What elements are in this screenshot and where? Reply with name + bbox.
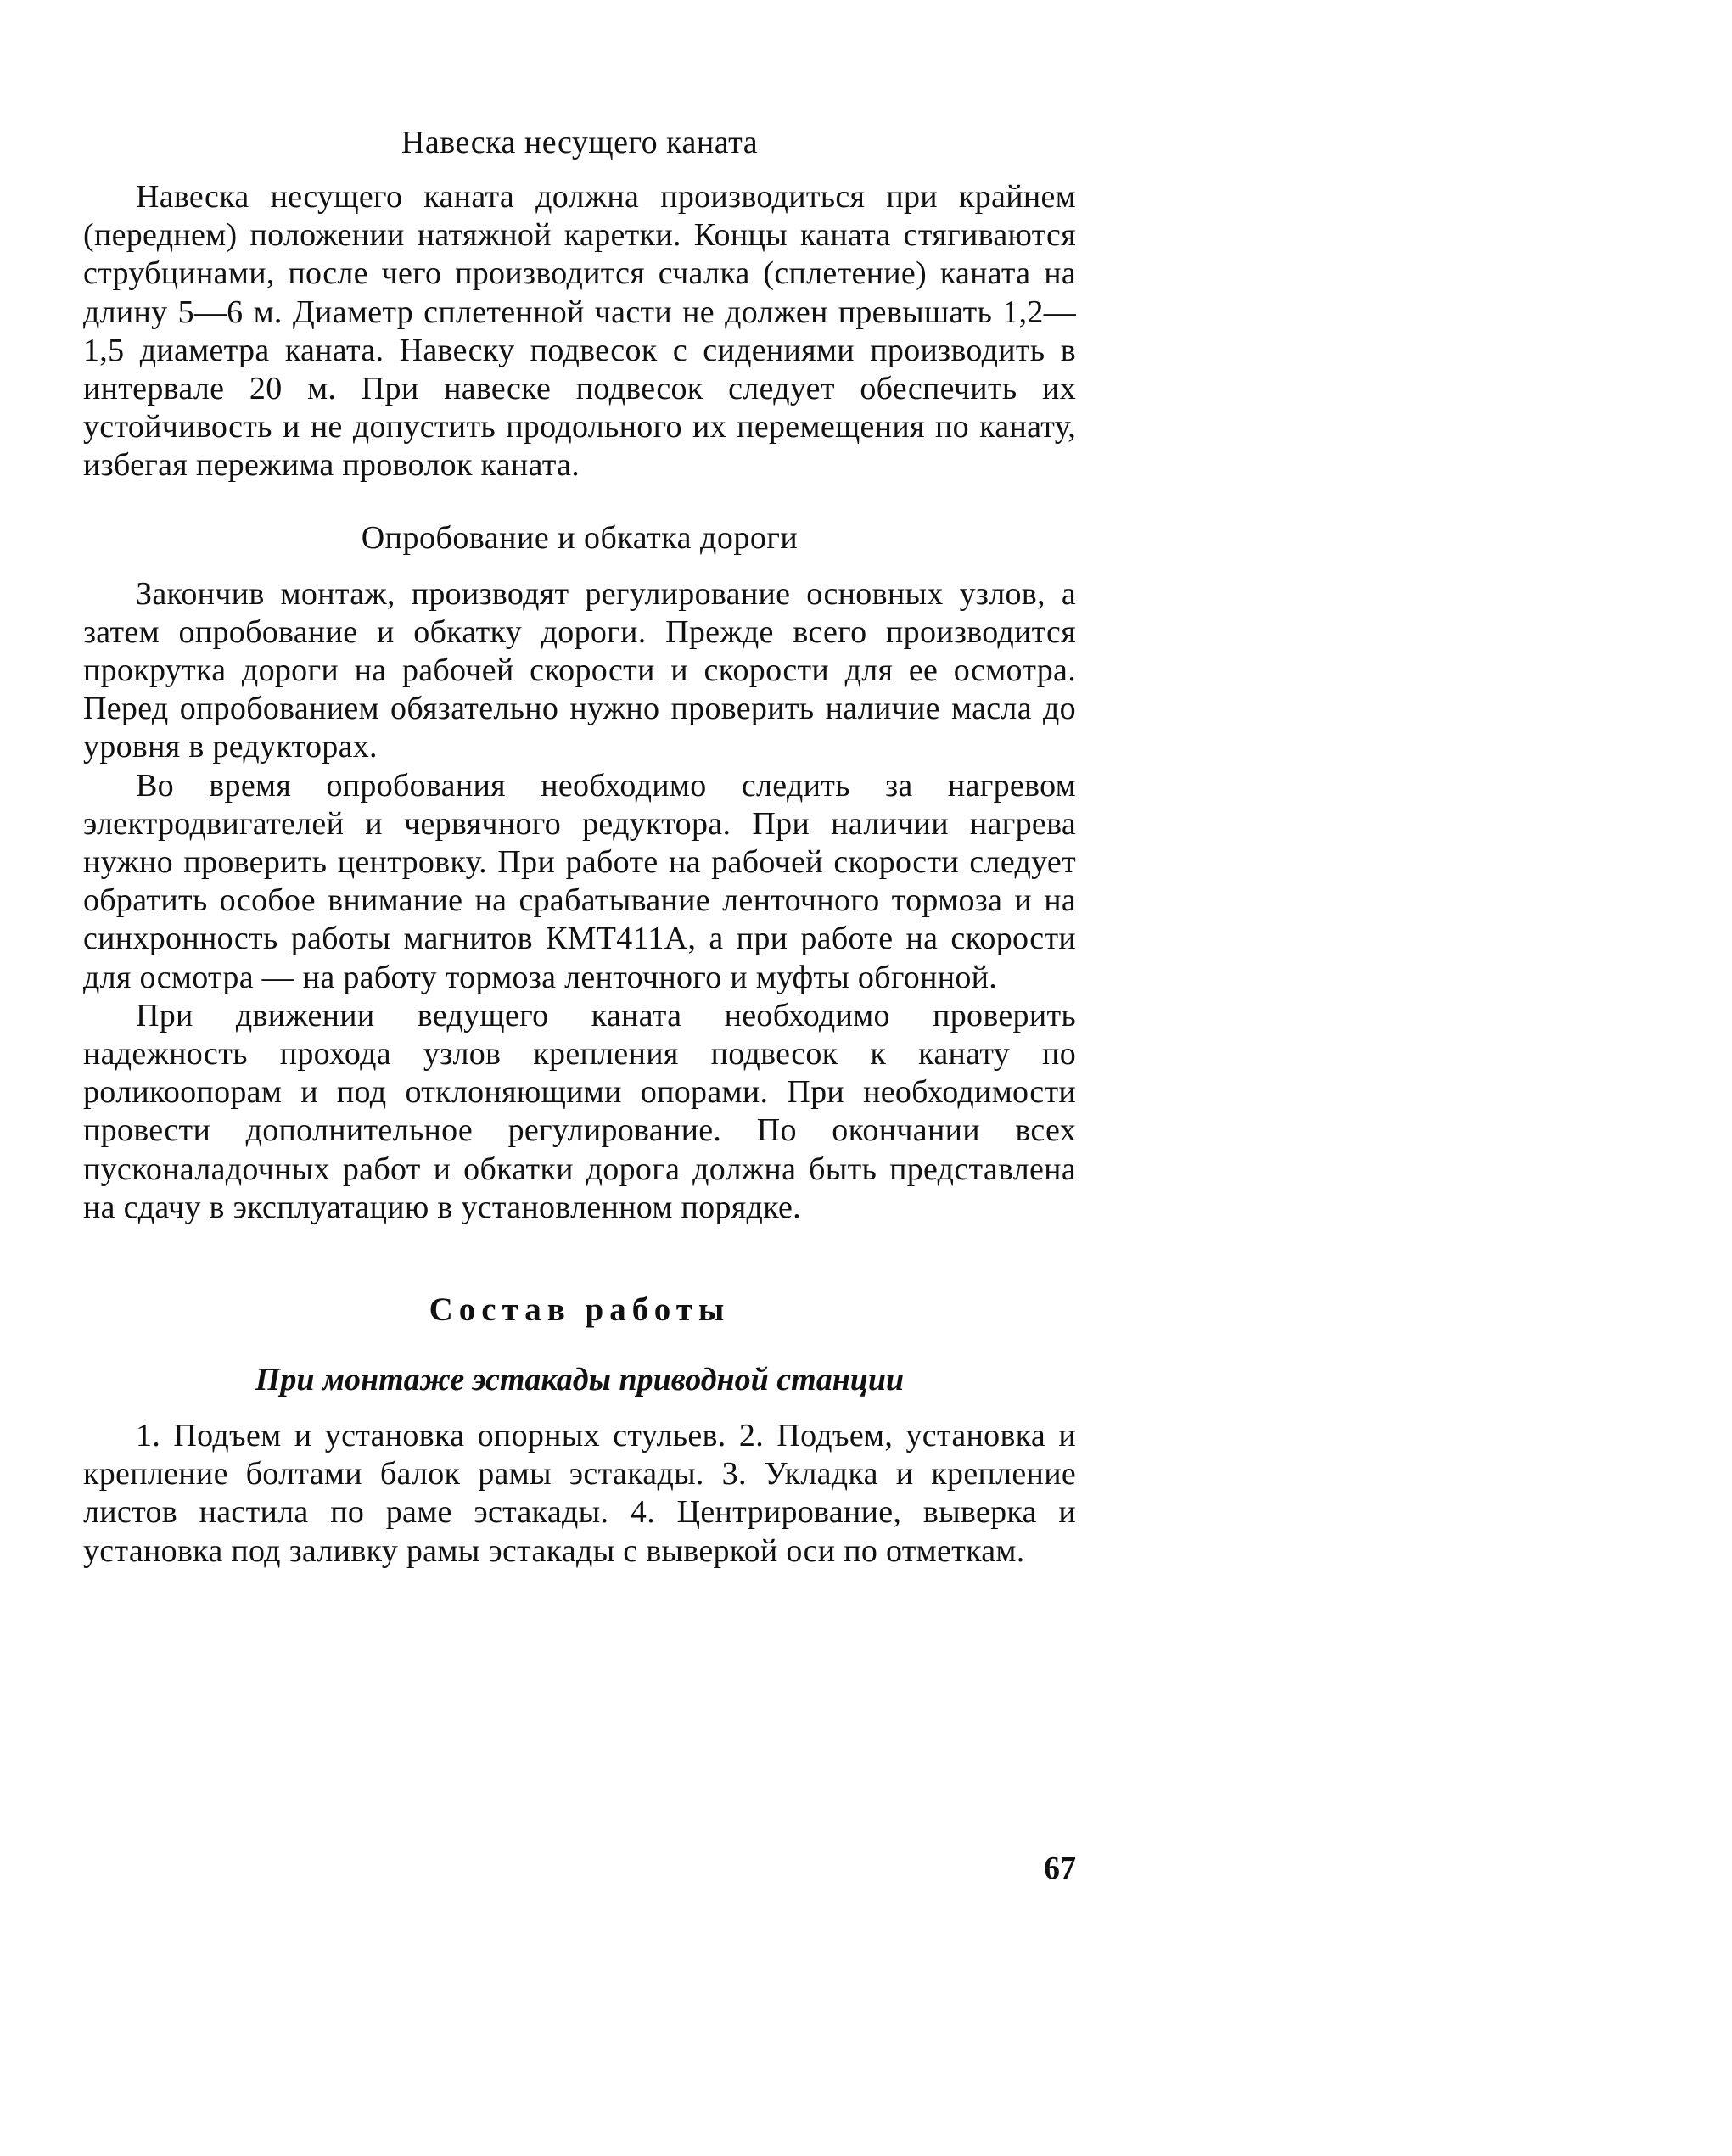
paragraph-testing-1: Закончив монтаж, производят регулирование основных узлов, а затем опробование и обкатку дороги. Прежде всего производится прокрутка дороги на рабочей скорости и скорости для ее осмотра. Перед опробованием обязательно нужно проверить наличие масла до уровня в редукторах. xyxy=(83,575,1076,765)
section-heading-testing: Опробование и обкатка дороги xyxy=(361,519,799,556)
subtitle-drive-station: При монтаже эстакады приводной станции xyxy=(255,1362,905,1398)
paragraph-testing-2: Во время опробования необходимо следить за нагревом электродвигателей и червячного редуктора. При наличии нагрева нужно проверить центровку. При работе на рабочей скорости следует обратить особое внимание на срабатывание ленточного тормоза и на синхронность работы магнитов КМТ411А, а при работе на скорости для осмотра — на работу тормоза ленточного и муфты обгонной. xyxy=(83,767,1076,995)
paragraph-carrying-rope: Навеска несущего каната должна производиться при крайнем (переднем) положении натяжной каретки. Концы каната стягиваются струбцинами, после чего производится счалка (сплетение) каната на длину 5—6 м. Диаметр сплетенной части не должен превышать 1,2—1,5 диаметра каната. Навеску подвесок с сидениями производить в интервале 20 м. При навеске подвесок следует обеспечить их устойчивость и не допустить продольного их перемещения по канату, избегая пережима проволок каната. xyxy=(83,179,1076,484)
book-page xyxy=(83,110,1076,1571)
page-number: 67 xyxy=(1044,1851,1076,1886)
section-title-work-composition: Состав работы xyxy=(429,1291,731,1329)
section-heading-carrying-rope: Навеска несущего каната xyxy=(401,125,759,160)
paragraph-work-steps: 1. Подъем и установка опорных стульев. 2. Подъем, установка и крепление болтами балок рамы эстакады. 3. Укладка и крепление листов настила по раме эстакады. 4. Центрирование, выверка и установка под заливку рамы эстакады с выверкой оси по отметкам. xyxy=(83,1418,1076,1569)
paragraph-testing-3: При движении ведущего каната необходимо проверить надежность прохода узлов крепления подвесок к канату по роликоопорам и под отклоняющими опорами. При необходимости провести дополнительное регулирование. По окончании всех пусконаладочных работ и обкатки дорога должна быть представлена на сдачу в эксплуатацию в установленном порядке. xyxy=(83,997,1076,1225)
